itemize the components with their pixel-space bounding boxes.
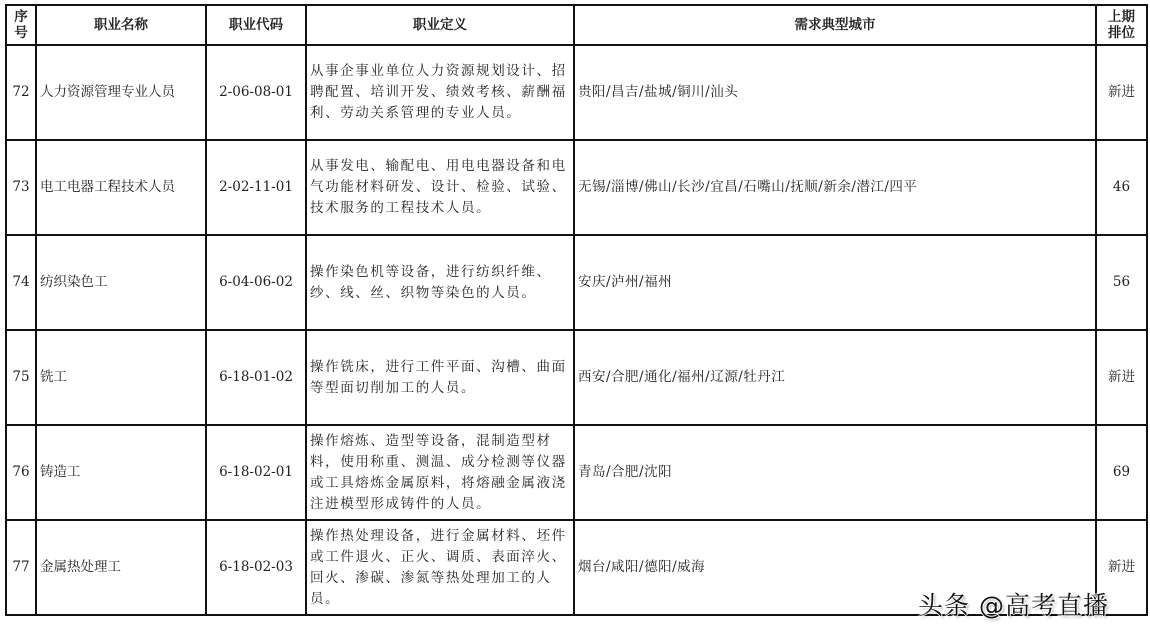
cell-code: 6-18-01-02	[206, 330, 306, 425]
header-row	[6, 5, 1147, 45]
cell-definition: 操作铣床，进行工件平面、沟槽、曲面等型面切削加工的人员。	[306, 330, 574, 425]
watermark: 头条 @高考直播	[918, 591, 1109, 620]
cell-cities: 安庆/泸州/福州	[574, 235, 1096, 330]
cell-prev-rank: 46	[1096, 140, 1147, 235]
cell-definition: 从事发电、输配电、用电电器设备和电气功能材料研发、设计、检验、试验、技术服务的工程技术人员。	[306, 140, 574, 235]
table-row	[6, 45, 1147, 140]
cell-name: 电工电器工程技术人员	[36, 140, 206, 235]
cell-name: 铸造工	[36, 425, 206, 520]
cell-prev-rank: 56	[1096, 235, 1147, 330]
cell-code: 6-18-02-03	[206, 520, 306, 615]
cell-seq: 75	[6, 330, 36, 425]
cell-code: 6-18-02-01	[206, 425, 306, 520]
cell-cities: 西安/合肥/通化/福州/辽源/牡丹江	[574, 330, 1096, 425]
cell-name: 铣工	[36, 330, 206, 425]
cell-seq: 74	[6, 235, 36, 330]
cell-prev-rank: 新进	[1096, 520, 1147, 615]
cell-name: 人力资源管理专业人员	[36, 45, 206, 140]
cell-prev-rank: 新进	[1096, 45, 1147, 140]
table-row	[6, 235, 1147, 330]
cell-seq: 77	[6, 520, 36, 615]
cell-seq: 76	[6, 425, 36, 520]
cell-name: 纺织染色工	[36, 235, 206, 330]
cell-cities: 青岛/合肥/沈阳	[574, 425, 1096, 520]
cell-seq: 72	[6, 45, 36, 140]
table-row	[6, 330, 1147, 425]
cell-code: 6-04-06-02	[206, 235, 306, 330]
cell-definition: 从事企事业单位人力资源规划设计、招聘配置、培训开发、绩效考核、薪酬福利、劳动关系管理的专业人员。	[306, 45, 574, 140]
table-row	[6, 140, 1147, 235]
cell-seq: 73	[6, 140, 36, 235]
cell-prev-rank: 69	[1096, 425, 1147, 520]
cell-cities: 无锡/淄博/佛山/长沙/宜昌/石嘴山/抚顺/新余/潜江/四平	[574, 140, 1096, 235]
cell-definition: 操作染色机等设备，进行纺织纤维、纱、线、丝、织物等染色的人员。	[306, 235, 574, 330]
table-row	[6, 425, 1147, 520]
cell-cities: 贵阳/昌吉/盐城/铜川/汕头	[574, 45, 1096, 140]
header-code: 职业代码	[206, 5, 306, 45]
cell-name: 金属热处理工	[36, 520, 206, 615]
header-seq: 序号	[6, 5, 36, 45]
cell-definition: 操作熔炼、造型等设备，混制造型材料，使用称重、测温、成分检测等仪器或工具熔炼金属原料，将熔融金属液浇注进模型形成铸件的人员。	[306, 425, 574, 520]
occupation-table	[5, 4, 1148, 616]
cell-prev-rank: 新进	[1096, 330, 1147, 425]
header-prev-rank: 上期排位	[1096, 5, 1147, 45]
cell-definition: 操作热处理设备，进行金属材料、坯件或工件退火、正火、调质、表面淬火、回火、渗碳、渗氮等热处理加工的人员。	[306, 520, 574, 615]
header-definition: 职业定义	[306, 5, 574, 45]
cell-code: 2-06-08-01	[206, 45, 306, 140]
header-cities: 需求典型城市	[574, 5, 1096, 45]
cell-code: 2-02-11-01	[206, 140, 306, 235]
cell-cities: 烟台/咸阳/德阳/威海	[574, 520, 1096, 615]
header-name: 职业名称	[36, 5, 206, 45]
